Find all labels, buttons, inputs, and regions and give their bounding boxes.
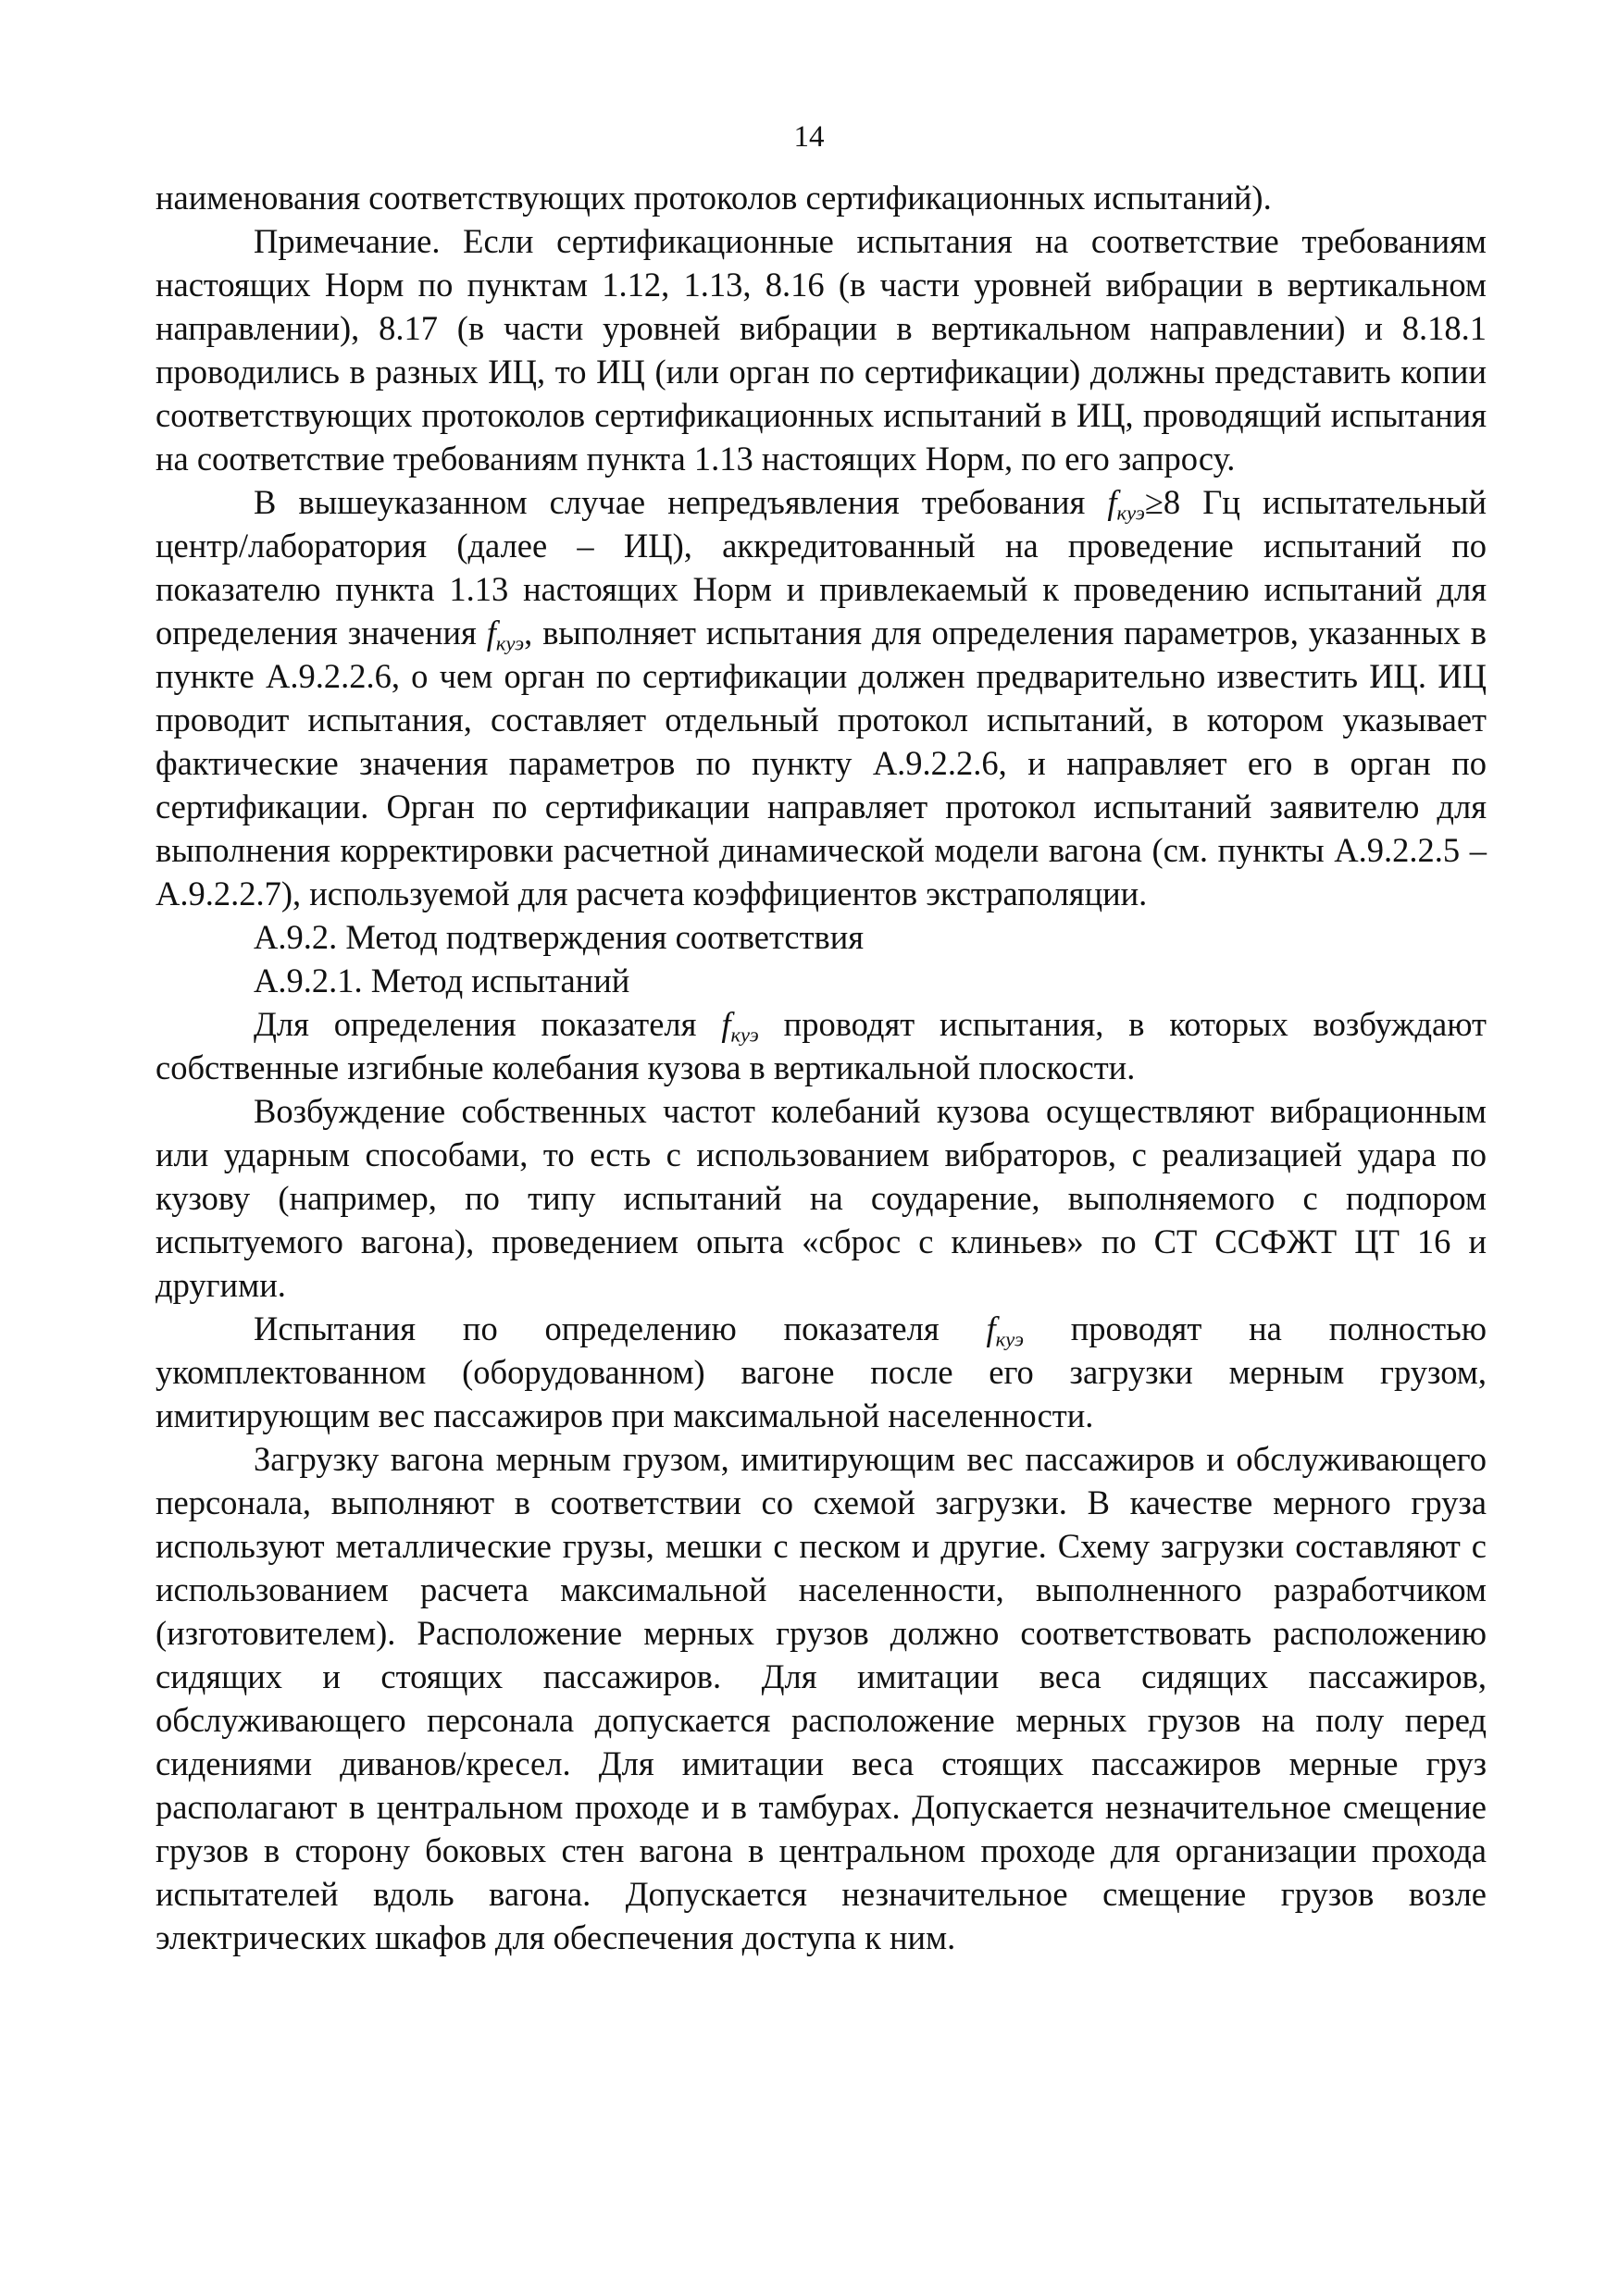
formula-subscript: куэ (1116, 501, 1145, 525)
text-segment: ≥8 Гц испытательный центр/лаборатория (далее – ИЦ), аккредитованный на проведение испытаний по показателю пункта 1.13 настоящих Норм и привлекаемый к проведению испытаний для определения значения (156, 483, 1487, 652)
text-segment: проводят на полностью укомплектованном (оборудованном) вагоне после его загрузки мерным грузом, имитирующим вес пассажиров при максимальной населенности. (156, 1309, 1487, 1434)
formula-symbol: f (721, 1005, 731, 1043)
paragraph-test-purpose (156, 1002, 1487, 1089)
section-heading-a922: А.9.2. Метод подтверждения соответствия (254, 918, 865, 956)
paragraph-intro-continuation: наименования соответствующих протоколов сертификационных испытаний). (156, 179, 1272, 217)
formula-symbol: f (1107, 483, 1117, 521)
formula-subscript: куэ (995, 1327, 1024, 1351)
text-segment: В вышеуказанном случае непредъявления требования (254, 483, 1108, 521)
text-segment: Испытания по определению показателя (254, 1309, 987, 1347)
text-segment: , выполняет испытания для определения параметров, указанных в пункте А.9.2.2.6, о чем орган по сертификации должен предварительно известить ИЦ. ИЦ проводит испытания, составляет отдельный протокол испытаний, в котором указывает фактические значения параметров по пункту А.9.2.2.6, и направляет его в орган по сертификации. Орган по сертификации направляет протокол испытаний заявителю для выполнения корректировки расчетной динамической модели вагона (см. пункты А.9.2.2.5 – А.9.2.2.7), используемой для расчета коэффициентов экстраполяции. (156, 614, 1487, 912)
paragraph-loading-scheme: Загрузку вагона мерным грузом, имитирующим вес пассажиров и обслуживающего персонала, выполняют в соответствии со схемой загрузки. В качестве мерного груза используют металлические грузы, мешки с песком и другие. Схему загрузки составляют с использованием расчета максимальной населенности, выполненного разработчиком (изготовителем). Расположение мерных грузов должно соответствовать расположению сидящих и стоящих пассажиров. Для имитации веса сидящих пассажиров, обслуживающего персонала допускается расположение мерных грузов на полу перед сидениями диванов/кресел. Для имитации веса стоящих пассажиров мерные груз располагают в центральном проходе и в тамбурах. Допускается незначительное смещение грузов в сторону боковых стен вагона в центральном проходе для организации прохода испытателей вдоль вагона. Допускается незначительное смещение грузов возле электрических шкафов для обеспечения доступа к ним. (156, 1440, 1487, 1956)
text-segment: Для определения показателя (254, 1005, 722, 1043)
paragraph-note: Примечание. Если сертификационные испытания на соответствие требованиям настоящих Норм по пунктам 1.12, 1.13, 8.16 (в части уровней вибрации в вертикальном направлении), 8.17 (в части уровней вибрации в вертикальном направлении) и 8.18.1 проводились в разных ИЦ, то ИЦ (или орган по сертификации) должны представить копии соответствующих протоколов сертификационных испытаний в ИЦ, проводящий испытания на соответствие требованиям пункта 1.13 настоящих Норм, по его запросу. (156, 222, 1487, 478)
text-segment: проводят испытания, в которых возбуждают собственные изгибные колебания кузова в вертикальной плоскости. (156, 1005, 1487, 1086)
paragraph-requirement-case (156, 480, 1487, 915)
page-number: 14 (793, 120, 825, 154)
paragraph-excitation-methods: Возбуждение собственных частот колебаний кузова осуществляют вибрационным или ударным способами, то есть с использованием вибраторов, с реализацией удара по кузову (например, по типу испытаний на соударение, выполняемого с подпором испытуемого вагона), проведением опыта «сброс с клиньев» по СТ ССФЖТ ЦТ 16 и другими. (156, 1092, 1487, 1304)
section-heading-a9221: А.9.2.1. Метод испытаний (254, 962, 630, 999)
formula-symbol: f (486, 614, 496, 652)
paragraph-test-conditions (156, 1307, 1487, 1437)
formula-subscript: куэ (495, 631, 525, 655)
formula-subscript: куэ (730, 1023, 759, 1047)
formula-symbol: f (986, 1309, 996, 1347)
document-body (156, 176, 1487, 1959)
